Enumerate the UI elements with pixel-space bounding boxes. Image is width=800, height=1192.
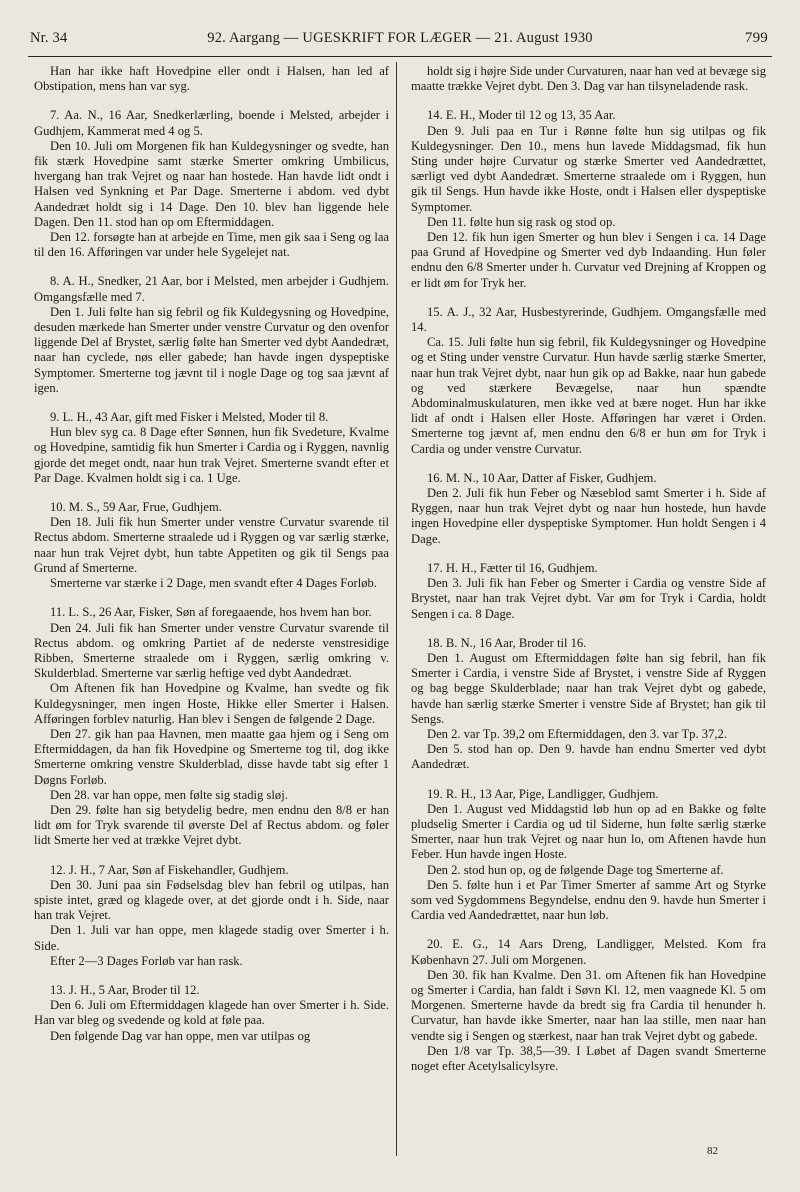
column-divider: [396, 62, 397, 1156]
paragraph: Den 30. fik han Kvalme. Den 31. om Aftenen fik han Hovedpine og Smerter i Cardia, han faldt i Søvn Kl. 12, men vaagnede Kl. 5 om Morgenen. Smerterne havde da bredt sig fra Cardia til henunder h. Curvatur, han havde ikke Smerter, naar han laa stille, men naar han vendte sig i Sengen og stærkest, naar han trak Vejret dybt og gabede.: [411, 967, 766, 1043]
paragraph: Den 30. Juni paa sin Fødselsdag blev han febril og utilpas, han spiste intet, græd og klagede over, at det gjorde ondt i h. Side, naar han trak Vejret.: [34, 877, 389, 923]
paragraph: Den følgende Dag var han oppe, men var utilpas og: [50, 1028, 311, 1043]
paragraph: Den 12. forsøgte han at arbejde en Time, men gik saa i Seng og laa til den 16. Afføringen var under hele Sygelejet nat.: [34, 230, 389, 260]
journal-title-line: 92. Aargang — UGESKRIFT FOR LÆGER — 21. August 1930: [207, 30, 593, 46]
paragraph: Den 2. stod hun op, og de følgende Dage tog Smerterne af.: [427, 862, 724, 877]
running-header: [28, 30, 772, 50]
paragraph: Den 6. Juli om Eftermiddagen klagede han over Smerter i h. Side. Han var bleg og svedende og kold at føle paa.: [34, 998, 389, 1028]
paragraph: Den 10. Juli om Morgenen fik han Kuldegysninger og svedte, han fik stærk Hovedpine samt stærke Smerter omkring Umbilicus, hvergang han trak Vejret og naar han hostede. Han havde lidt ondt i Halsen ved Synkning et Par Dage. Smerterne i abdom. ved dybt Aandedræt holdt sig i 14 Dage. Den 10. blev han liggende hele Dagen. Den 11. stod han op om Eftermiddagen.: [34, 138, 389, 229]
paragraph: Den 1. August ved Middagstid løb hun op ad en Bakke og følte pludselig Smerter i Cardia og ud til Siderne, hun følte særlig stærke Smerter, naar hun trak Vejret og naar hun lo, om Aftenen havde hun Feber. Hun havde ingen Hoste.: [411, 801, 766, 862]
paragraph: Han har ikke haft Hovedpine eller ondt i Halsen, han led af Obstipation, mens han var syg.: [34, 64, 389, 94]
paragraph: Efter 2—3 Dages Forløb var han rask.: [50, 953, 243, 968]
paragraph: Den 24. Juli fik han Smerter under venstre Curvatur svarende til Rectus abdom. og omkring Partiet af de nederste venstresidige Ribben, Smerterne straalede om i Ryggen, særlig omkring v. Skulderblad. Smerterne var særlig heftige ved dybt Aandedræt.: [34, 620, 389, 681]
case-heading: 13. J. H., 5 Aar, Broder til 12.: [50, 982, 200, 997]
paragraph: Den 2. var Tp. 39,2 om Eftermiddagen, den 3. var Tp. 37,2.: [427, 726, 727, 741]
signature-mark: 82: [707, 1145, 718, 1157]
paragraph: Den 3. Juli fik han Feber og Smerter i Cardia og venstre Side af Brystet, naar han trak Vejret dybt. Var øm for Tryk i Cardia, holdt Sengen i ca. 8 Dage.: [411, 576, 766, 621]
paragraph: Smerterne var stærke i 2 Dage, men svandt efter 4 Dages Forløb.: [50, 576, 377, 591]
paragraph: Den 1/8 var Tp. 38,5—39. I Løbet af Dagen svandt Smerterne noget efter Acetylsalicylsyre.: [411, 1043, 766, 1073]
case-heading: 12. J. H., 7 Aar, Søn af Fiskehandler, Gudhjem.: [50, 862, 289, 877]
page-number: 799: [744, 30, 768, 46]
case-heading: 8. A. H., Snedker, 21 Aar, bor i Melsted, men arbejder i Gudhjem. Omgangsfælle med 7.: [34, 274, 389, 304]
paragraph: Den 1. August om Eftermiddagen følte han sig febril, han fik Smerter i Cardia, i venstre Side af Brystet, i venstre Side af Ryggen og bag begge Skulderblade; naar han trak Vejret dybt og gabede, havde han særlig stærke Smerter i venstre Side af Brystet; han gik til Sengs.: [411, 650, 766, 726]
header-rule: [28, 56, 772, 57]
paragraph: Den 1. Juli følte han sig febril og fik Kuldegysning og Hovedpine, desuden mærkede han Smerter under venstre Curvatur og den ovenfor liggende Del af Brystet, særlig følte han Smerter ved dybt Aandedræt, naar han cyclede, nøs eller gabede; han havde ingen dyspeptiske Symptomer. Smerterne tog jævnt til i nogle Dage og tog saa jævnt af igen.: [34, 304, 389, 395]
paragraph: Den 9. Juli paa en Tur i Rønne følte hun sig utilpas og fik Kuldegysninger. Den 10., mens hun lavede Middagsmad, fik hun Sting under højre Curvatur og stærke Smerter ved Aandedrættet, særligt ved dybt Aandedræt. Smerterne straalede om i Ryggen, hun gik til Sengs. Hun havde ikke Hoste, ondt i Halsen eller dyspeptiske Symptomer.: [411, 123, 766, 214]
case-heading: 14. E. H., Moder til 12 og 13, 35 Aar.: [427, 108, 616, 123]
paragraph: Den 5. stod han op. Den 9. havde han endnu Smerter ved dybt Aandedræt.: [411, 742, 766, 772]
case-heading: 19. R. H., 13 Aar, Pige, Landligger, Gudhjem.: [427, 786, 659, 801]
case-heading: 9. L. H., 43 Aar, gift med Fisker i Melsted, Moder til 8.: [50, 410, 329, 425]
paragraph: Den 12. fik hun igen Smerter og hun blev i Sengen i ca. 14 Dage paa Grund af Hovedpine og Smerter ved dyb Indaanding. Hun føler endnu den 6/8 Smerter under h. Curvatur ved Drejning af Kroppen og er lidt øm for Tryk her.: [411, 230, 766, 290]
left-column: [34, 64, 389, 1044]
case-heading: 20. E. G., 14 Aars Dreng, Landligger, Melsted. Kom fra København 27. Juli om Morgenen.: [411, 937, 766, 967]
paragraph: Den 5. følte hun i et Par Timer Smerter af samme Art og Styrke som ved Sygdommens Begyndelse, endnu den 9. havde hun Smerter i Cardia ved Aandedrættet, naar hun løb.: [411, 877, 766, 923]
paragraph: Hun blev syg ca. 8 Dage efter Sønnen, hun fik Svedeture, Kvalme og Hovedpine, samtidig fik hun Smerter i Cardia og i Ryggen, navnlig gjorde det meget ondt, naar hun trak Vejret. Smerterne svandt efter et Par Dage. Kvalmen holdt sig i ca. 1 Uge.: [34, 425, 389, 485]
case-heading: 18. B. N., 16 Aar, Broder til 16.: [427, 635, 587, 650]
issue-number: Nr. 34: [30, 30, 68, 46]
paragraph: Om Aftenen fik han Hovedpine og Kvalme, han svedte og fik Kuldegysninger, men ingen Hoste, Hikke eller Smerter i Halsen. Afføringen forblev naturlig. Han blev i Sengen de følgende 2 Dage.: [34, 681, 389, 726]
paragraph: Den 1. Juli var han oppe, men klagede stadig over Smerter i h. Side.: [34, 923, 389, 953]
case-heading: 17. H. H., Fætter til 16, Gudhjem.: [427, 560, 598, 575]
paragraph: Den 27. gik han paa Havnen, men maatte gaa hjem og i Seng om Eftermiddagen, da han fik Hovedpine og Smerterne tog til, dog ikke Smerterne omkring venstre Skulderblad, disse havde tabt sig efter 1 Døgns Forløb.: [34, 726, 389, 787]
case-heading: 10. M. S., 59 Aar, Frue, Gudhjem.: [50, 500, 222, 515]
paragraph: Den 2. Juli fik hun Feber og Næseblod samt Smerter i h. Side af Ryggen, naar hun trak Vejret dybt og naar hun hostede, hun havde ingen Hovedpine eller dyspeptiske Symptomer. Hun holdt Sengen i 4 Dage.: [411, 486, 766, 546]
case-heading: 11. L. S., 26 Aar, Fisker, Søn af foregaaende, hos hvem han bor.: [50, 605, 372, 620]
paragraph: Ca. 15. Juli følte hun sig febril, fik Kuldegysninger og Hovedpine og et Sting under venstre Curvatur. Hun havde særlig stærke Smerter, naar hun trak Vejret dybt, naar hun gik op ad Bakke, naar hun gabede og ved stærkere Bevægelse, naar hun spændte Abdominalmuskulaturen, men ikke ved at bære noget. Hun har ikke lidt af ondt i Halsen eller Hoste. Afføringen har været i Orden. Smerterne tog jævnt af, men endnu den 6/8 er hun øm for Tryk i Cardia og under venstre Curvatur.: [411, 335, 766, 456]
case-heading: 16. M. N., 10 Aar, Datter af Fisker, Gudhjem.: [427, 470, 657, 485]
right-column: [411, 64, 766, 1074]
case-heading: 7. Aa. N., 16 Aar, Snedkerlærling, boende i Melsted, arbejder i Gudhjem, Kammerat med 4 og 5.: [34, 108, 389, 138]
paragraph: Den 29. følte han sig betydelig bedre, men endnu den 8/8 er han lidt øm for Tryk svarende til øverste Del af Rectus abdom. og føler lidt Smerte her ved at trække Vejret dybt.: [34, 802, 389, 848]
paragraph: Den 11. følte hun sig rask og stod op.: [427, 214, 616, 229]
paragraph: Den 18. Juli fik hun Smerter under venstre Curvatur svarende til Rectus abdom. Smerterne straalede ud i Ryggen og var særlig stærke, naar hun trak Vejret dybt, hun tabte Appetiten og gik til Sengs paa Grund af Smerterne.: [34, 515, 389, 575]
paragraph: holdt sig i højre Side under Curvaturen, naar han ved at bevæge sig maatte trække Vejret dybt. Den 3. Dag var han tilsyneladende rask.: [411, 64, 766, 94]
paragraph: Den 28. var han oppe, men følte sig stadig sløj.: [50, 787, 288, 802]
case-heading: 15. A. J., 32 Aar, Husbestyrerinde, Gudhjem. Omgangsfælle med 14.: [411, 304, 766, 335]
